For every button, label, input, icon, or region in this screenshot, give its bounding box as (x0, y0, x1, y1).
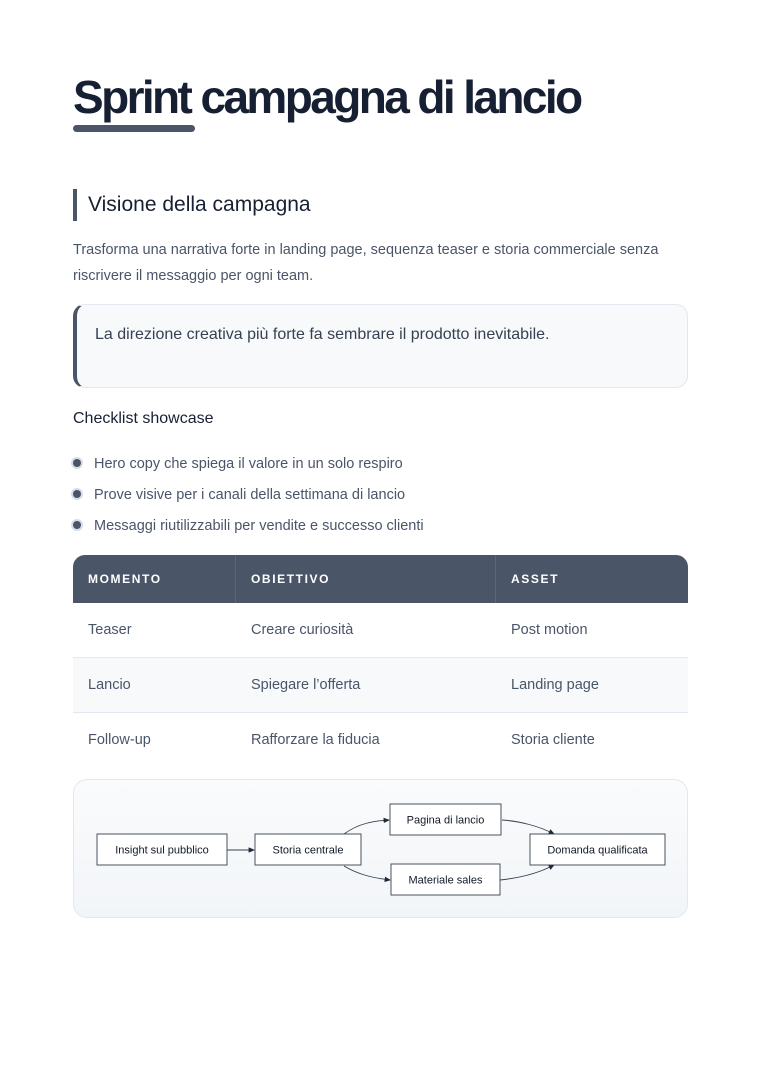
checklist-title: Checklist showcase (73, 410, 214, 427)
node-story-label: Storia centrale (272, 844, 344, 857)
node-insight (97, 834, 227, 865)
table-cell: Follow-up (88, 732, 151, 748)
node-landing-label: Pagina di lancio (406, 814, 485, 827)
checklist-item (73, 483, 424, 514)
checklist-item-label: Hero copy che spiega il valore in un solo respiro (94, 456, 403, 472)
checklist-item (73, 452, 424, 483)
node-insight-label: Insight sul pubblico (115, 844, 209, 857)
checklist (73, 452, 424, 545)
connector-landing-demand (502, 820, 554, 834)
node-story (255, 834, 361, 865)
bullet-icon (73, 490, 81, 498)
bullet-icon (73, 459, 81, 467)
node-demand (530, 834, 665, 865)
title-underline (73, 125, 195, 132)
table-cell: Landing page (511, 677, 599, 693)
checklist-item-label: Prove visive per i canali della settimana di lancio (94, 487, 406, 503)
connector-story-sales (344, 866, 390, 880)
column-header-momento: MOMENTO (73, 555, 236, 603)
table-cell: Creare curiosità (251, 622, 354, 638)
table-cell: Lancio (88, 677, 131, 693)
table-body (73, 603, 688, 767)
bullet-icon (73, 521, 81, 529)
pull-quote-text: La direzione creativa più forte fa sembrare il prodotto inevitabile. (95, 326, 550, 343)
table-cell: Rafforzare la fiducia (251, 732, 380, 748)
section-heading-vision: Visione della campagna (73, 189, 311, 221)
node-sales-label: Materiale sales (408, 874, 483, 887)
column-header-obiettivo: OBIETTIVO (236, 555, 496, 603)
checklist-item (73, 514, 424, 545)
pull-quote (73, 304, 688, 388)
vision-paragraph: Trasforma una narrativa forte in landing page, sequenza teaser e storia commerciale senza riscrivere il messaggio per ogni team. (73, 242, 659, 284)
node-sales (391, 864, 500, 895)
page-title: Sprint campagna di lancio (73, 71, 581, 123)
flow-diagram-svg (74, 780, 689, 919)
node-landing (390, 804, 501, 835)
connector-sales-demand (500, 865, 554, 880)
connector-story-landing (344, 820, 389, 834)
table-row (73, 658, 688, 713)
checklist-item-label: Messaggi riutilizzabili per vendite e successo clienti (94, 518, 424, 534)
column-header-asset: ASSET (511, 572, 560, 586)
table-row (73, 713, 688, 767)
table-row (73, 603, 688, 658)
table-cell: Spiegare l’offerta (251, 677, 361, 693)
table-cell: Teaser (88, 622, 132, 638)
table-cell: Storia cliente (511, 732, 595, 748)
node-demand-label: Domanda qualificata (547, 844, 648, 857)
table-cell: Post motion (511, 622, 588, 638)
campaign-table (73, 555, 688, 767)
flow-diagram (73, 779, 688, 918)
table-header (73, 555, 688, 603)
